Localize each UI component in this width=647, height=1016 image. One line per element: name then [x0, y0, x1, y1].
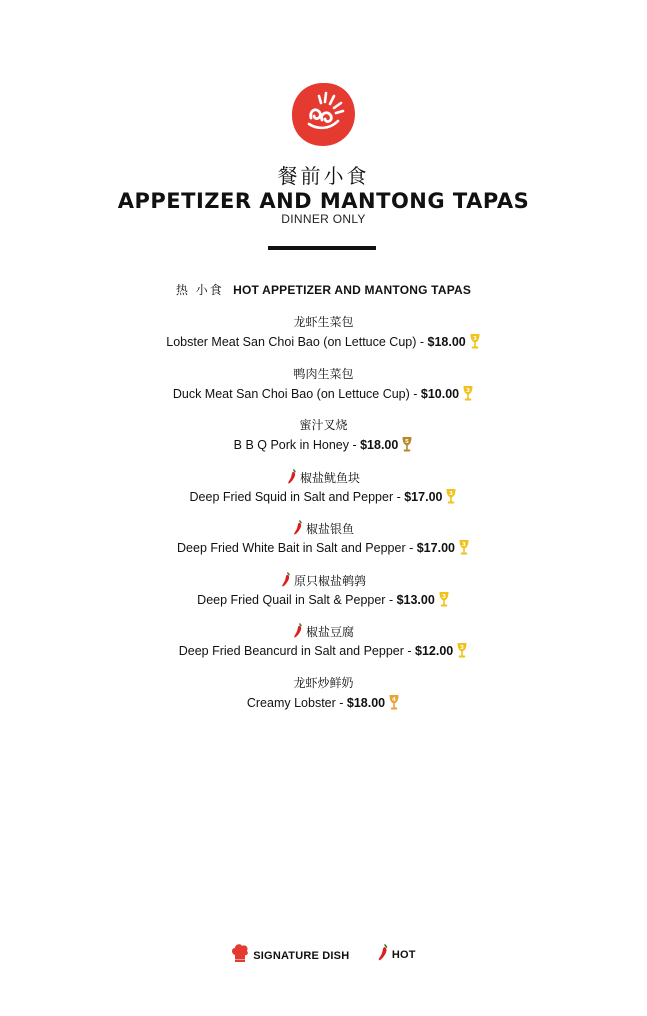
menu-subtitle: DINNER ONLY: [281, 212, 366, 226]
menu-item-price: $12.00: [415, 644, 454, 658]
legend-hot: [378, 944, 416, 962]
legend-signature-label: SIGNATURE DISH: [253, 950, 350, 962]
trophy-level: 3: [460, 644, 465, 651]
menu-item-line: [0, 539, 647, 557]
menu-item-name: Duck Meat San Choi Bao (on Lettuce Cup) -: [172, 386, 421, 401]
menu-item-price: $18.00: [360, 438, 399, 452]
menu-item-name: Creamy Lobster -: [246, 695, 347, 710]
menu-item-line: [0, 333, 647, 351]
restaurant-logo: [288, 80, 358, 148]
menu-item-name-chinese: 原只椒盐鹌鹑: [0, 572, 647, 588]
trophy-icon: [388, 694, 400, 711]
chili-icon: [281, 572, 291, 588]
chili-icon: [378, 944, 388, 962]
menu-item: [0, 469, 647, 506]
section-heading: [0, 281, 647, 298]
menu-item-line: [0, 642, 647, 660]
menu-item-name: Deep Fried Beancurd in Salt and Pepper -: [178, 644, 415, 658]
trophy-icon: [458, 539, 470, 556]
menu-item-name: B B Q Pork in Honey -: [233, 438, 361, 452]
menu-item-line: [0, 488, 647, 506]
trophy-level: 3: [441, 593, 446, 600]
trophy-level: 3: [449, 490, 454, 497]
trophy-icon: [462, 385, 474, 402]
menu-item-name-chinese: 椒盐豆腐: [0, 623, 647, 639]
legend-signature: [231, 943, 349, 963]
section-title-chinese: 热 小食: [175, 283, 224, 297]
chef-hat-icon: [231, 943, 249, 963]
trophy-icon: [456, 642, 468, 659]
menu-item: [0, 366, 647, 403]
menu-item: [0, 314, 647, 351]
menu-item-price: $17.00: [404, 489, 443, 504]
menu-title: APPETIZER AND MANTONG TAPAS: [117, 189, 530, 213]
menu-item-price: $10.00: [420, 386, 460, 401]
trophy-icon: [469, 333, 481, 350]
menu-item: [0, 417, 647, 454]
chili-icon: [293, 520, 303, 536]
menu-item-name: Deep Fried White Bait in Salt and Pepper -: [177, 541, 417, 555]
menu-item-name: Deep Fried Squid in Salt and Pepper -: [189, 489, 405, 504]
menu-item-line: [0, 694, 647, 712]
menu-item-name-chinese: 椒盐鱿鱼块: [0, 469, 647, 485]
menu-item-price: $13.00: [396, 592, 435, 607]
menu-item: [0, 572, 647, 609]
menu-item-line: [0, 436, 647, 454]
trophy-icon: [438, 591, 450, 608]
trophy-level: 3: [466, 387, 471, 394]
chili-icon: [287, 469, 297, 485]
menu-item-name-chinese: 龙虾炒鲜奶: [293, 675, 354, 690]
menu-title-chinese: 餐前小食: [277, 164, 370, 188]
menu-item: [0, 623, 647, 660]
section-title: HOT APPETIZER AND MANTONG TAPAS: [233, 283, 472, 297]
menu-item: [0, 675, 647, 712]
menu-item-name-chinese: 龙虾生菜包: [293, 315, 354, 329]
menu-item-name-chinese: 椒盐银鱼: [0, 520, 647, 536]
menu-item-name: Lobster Meat San Choi Bao (on Lettuce Cup) -: [166, 335, 428, 349]
trophy-level: 5: [405, 438, 410, 445]
trophy-icon: [445, 488, 457, 505]
trophy-level: 4: [392, 696, 397, 703]
menu-item-name-chinese: 鸭肉生菜包: [293, 366, 354, 381]
trophy-level: 3: [472, 335, 477, 342]
menu-item-line: [0, 591, 647, 609]
legend-hot-label: HOT: [391, 949, 416, 961]
menu-item-name: Deep Fried Quail in Salt & Pepper -: [197, 592, 397, 607]
menu-item-price: $18.00: [427, 335, 466, 349]
chili-icon: [293, 623, 303, 639]
menu-item-line: [0, 385, 647, 403]
menu-item-price: $17.00: [416, 541, 455, 555]
menu-item-name-chinese: 蜜汁叉烧: [299, 418, 348, 432]
title-divider: [268, 246, 376, 250]
menu-item: [0, 520, 647, 557]
trophy-icon: [401, 436, 413, 453]
trophy-level: 3: [462, 541, 466, 548]
menu-item-price: $18.00: [346, 695, 386, 710]
legend: [0, 943, 647, 963]
